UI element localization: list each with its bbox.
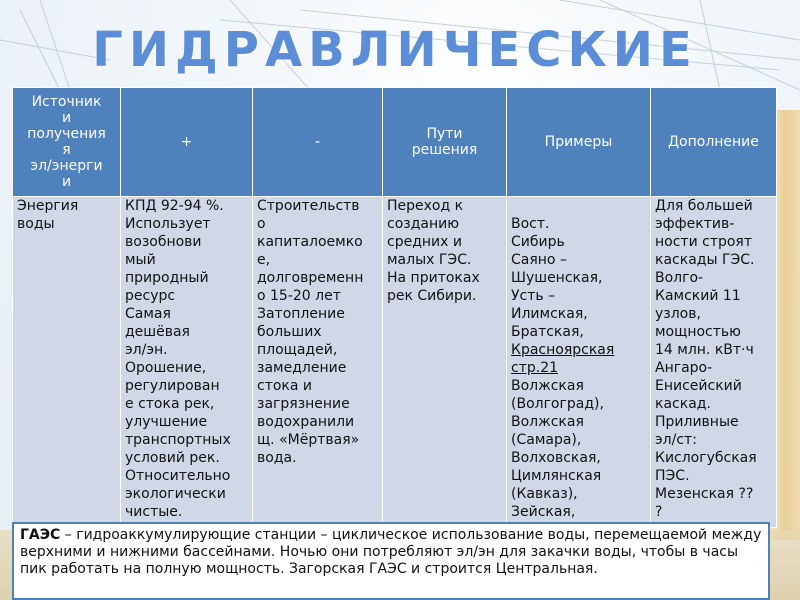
note-term: ГАЭС	[20, 527, 61, 543]
energy-table	[12, 87, 777, 528]
gaes-note	[12, 522, 770, 600]
cell-solutions: Переход к созданию средних и малых ГЭС. На притоках рек Сибири.	[383, 197, 507, 528]
examples-text-before: Вост. Сибирь Саяно – Шушенская, Усть – Илимская, Братская,	[511, 216, 603, 340]
header-examples: Примеры	[507, 88, 651, 197]
cell-plus: КПД 92-94 %. Использует возобнови мый природный ресурс Самая дешёвая эл/эн. Орошение, регулирован е стока рек, улучшение транспортных условий рек. Относительно экологически чистые.	[121, 197, 253, 528]
header-plus: +	[121, 88, 253, 197]
cell-examples	[507, 197, 651, 528]
examples-link[interactable]: Красноярская стр.21	[511, 342, 615, 376]
cell-source: Энергия воды	[13, 197, 121, 528]
table-header-row	[13, 88, 777, 197]
header-solutions: Пути решения	[383, 88, 507, 197]
header-source: Источник и получения я эл/энерги и	[13, 88, 121, 197]
header-minus: -	[253, 88, 383, 197]
header-extra: Дополнение	[651, 88, 777, 197]
cell-minus: Строительств о капиталоемко е, долговременн о 15-20 лет Затопление больших площадей, замедление стока и загрязнение водохранили щ. «Мёртвая» вода.	[253, 197, 383, 528]
cell-extra: Для большей эффектив- ности строят каскады ГЭС. Волго- Камский 11 узлов, мощностью 14 млн. кВт·ч Ангаро- Енисейский каскад. Приливные эл/ст: Кислогубская ПЭС. Мезенская ?? ?	[651, 197, 777, 528]
note-text: – гидроаккумулирующие станции – циклическое использование воды, перемещаемой между верхними и нижними бассейнами. Ночью они потребляют эл/эн для закачки воды, чтобы в часы пик работать на полную мощность. Загорская ГАЭС и строится Центральная.	[20, 527, 762, 577]
examples-text-after: Волжская (Волгоград), Волжская (Самара), Волховская, Цимлянская (Кавказ), Зейская,	[511, 378, 604, 520]
table-row	[13, 197, 777, 528]
page-title: ГИДРАВЛИЧЕСКИЕ	[92, 22, 698, 78]
